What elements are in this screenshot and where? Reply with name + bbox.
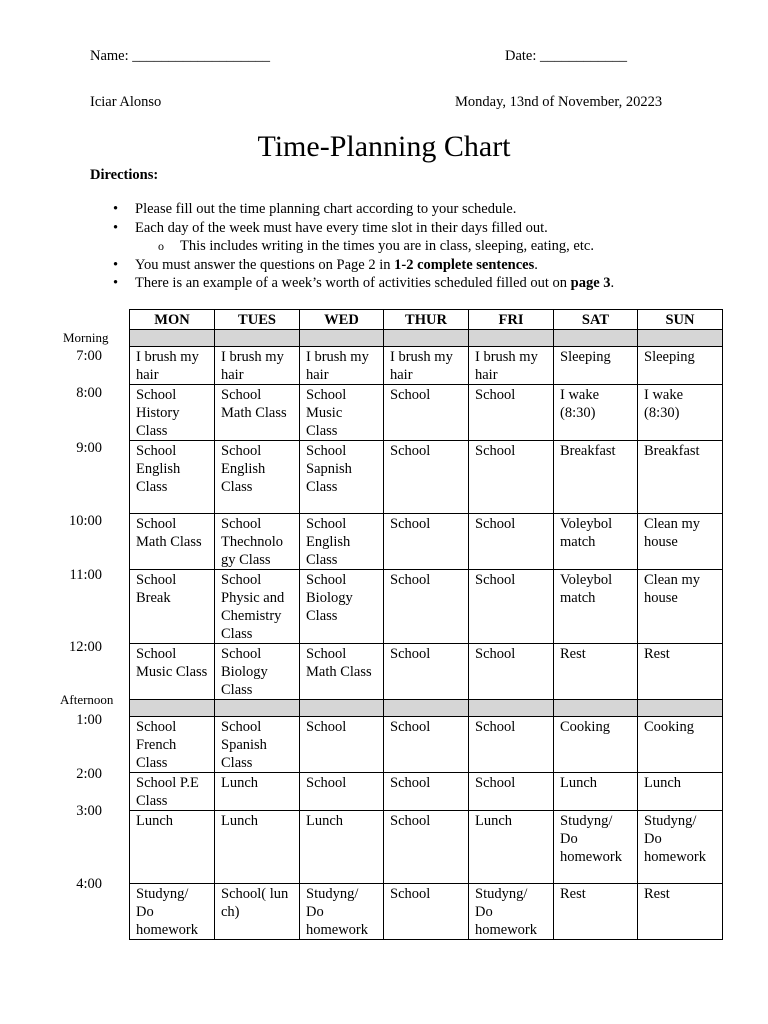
- activity-cell: School: [384, 717, 469, 773]
- activity-cell: School French Class: [130, 717, 215, 773]
- activity-cell: I wake (8:30): [554, 385, 638, 441]
- direction-item: • There is an example of a week’s worth of activities scheduled filled out on page 3.: [113, 275, 615, 291]
- section-divider-cell: [384, 700, 469, 717]
- activity-cell: I wake (8:30): [638, 385, 723, 441]
- section-divider-cell: [130, 330, 215, 347]
- table-row: [130, 347, 723, 385]
- date-label: Date: ____________: [505, 48, 628, 64]
- activity-cell: School: [384, 570, 469, 644]
- section-divider-cell: [130, 700, 215, 717]
- activity-cell: School: [384, 773, 469, 811]
- table-row: [130, 514, 723, 570]
- activity-cell: School: [469, 717, 554, 773]
- day-header-row: [130, 310, 723, 330]
- activity-cell: School: [384, 644, 469, 700]
- section-label-afternoon: Afternoon: [60, 692, 114, 707]
- day-header: WED: [300, 310, 384, 330]
- direction-item: • You must answer the questions on Page 2 in 1-2 complete sentences.: [113, 256, 538, 273]
- bullet-icon: •: [113, 201, 119, 217]
- activity-cell: Sleeping: [638, 347, 723, 385]
- activity-cell: Voleybol match: [554, 570, 638, 644]
- activity-cell: Studyng/ Do homework: [469, 884, 554, 940]
- activity-cell: Lunch: [300, 811, 384, 884]
- time-label: 11:00: [69, 567, 102, 583]
- activity-cell: Sleeping: [554, 347, 638, 385]
- time-label: 9:00: [76, 440, 102, 456]
- activity-cell: School Math Class: [300, 644, 384, 700]
- activity-cell: School Thechnolo gy Class: [215, 514, 300, 570]
- student-name: Iciar Alonso: [90, 94, 162, 110]
- table-row: [130, 644, 723, 700]
- activity-cell: School Music Class: [130, 644, 215, 700]
- time-planning-table: [129, 309, 723, 940]
- activity-cell: I brush my hair: [130, 347, 215, 385]
- section-divider-cell: [215, 700, 300, 717]
- activity-cell: Clean my house: [638, 570, 723, 644]
- section-divider-cell: [469, 330, 554, 347]
- activity-cell: Lunch: [554, 773, 638, 811]
- activity-cell: Clean my house: [638, 514, 723, 570]
- activity-cell: Rest: [554, 644, 638, 700]
- activity-cell: Lunch: [469, 811, 554, 884]
- activity-cell: School: [384, 385, 469, 441]
- time-label: 10:00: [68, 513, 102, 529]
- activity-cell: School Music Class: [300, 385, 384, 441]
- activity-cell: Cooking: [554, 717, 638, 773]
- activity-cell: School Physic and Chemistry Class: [215, 570, 300, 644]
- activity-cell: School Math Class: [215, 385, 300, 441]
- activity-cell: I brush my hair: [469, 347, 554, 385]
- activity-cell: Lunch: [215, 773, 300, 811]
- table-row: [130, 884, 723, 940]
- table-row: [130, 773, 723, 811]
- direction-item: • Please fill out the time planning chart according to your schedule.: [113, 201, 517, 217]
- activity-cell: Voleybol match: [554, 514, 638, 570]
- time-label: 1:00: [76, 712, 102, 728]
- activity-cell: School: [384, 514, 469, 570]
- activity-cell: Rest: [638, 644, 723, 700]
- bullet-icon: •: [113, 275, 119, 291]
- activity-cell: School English Class: [215, 441, 300, 514]
- time-label: 2:00: [76, 766, 102, 782]
- section-divider-cell: [300, 700, 384, 717]
- time-label: 7:00: [76, 348, 102, 364]
- activity-cell: School: [469, 773, 554, 811]
- directions-heading: Directions:: [90, 167, 159, 183]
- activity-cell: School Biology Class: [300, 570, 384, 644]
- time-label: 4:00: [76, 876, 102, 892]
- activity-cell: Lunch: [215, 811, 300, 884]
- morning-divider-row: [130, 330, 723, 347]
- day-header: SUN: [638, 310, 723, 330]
- section-divider-cell: [300, 330, 384, 347]
- activity-cell: School: [384, 884, 469, 940]
- section-divider-cell: [638, 700, 723, 717]
- activity-cell: Rest: [554, 884, 638, 940]
- activity-cell: Studyng/ Do homework: [554, 811, 638, 884]
- activity-cell: I brush my hair: [215, 347, 300, 385]
- direction-subitem: o This includes writing in the times you are in class, sleeping, eating, etc.: [158, 238, 594, 254]
- activity-cell: School Spanish Class: [215, 717, 300, 773]
- activity-cell: School History Class: [130, 385, 215, 441]
- section-divider-cell: [554, 700, 638, 717]
- activity-cell: Rest: [638, 884, 723, 940]
- activity-cell: Lunch: [130, 811, 215, 884]
- activity-cell: School English Class: [130, 441, 215, 514]
- table-row: [130, 570, 723, 644]
- activity-cell: I brush my hair: [300, 347, 384, 385]
- bullet-icon: •: [113, 219, 119, 236]
- day-header: MON: [130, 310, 215, 330]
- activity-cell: Studyng/ Do homework: [638, 811, 723, 884]
- circle-bullet-icon: o: [158, 239, 164, 253]
- activity-cell: Studyng/ Do homework: [300, 884, 384, 940]
- activity-cell: Lunch: [638, 773, 723, 811]
- time-label: 3:00: [76, 803, 102, 819]
- activity-cell: School: [469, 441, 554, 514]
- direction-item: • Each day of the week must have every time slot in their days filled out.: [113, 219, 548, 236]
- day-header: THUR: [384, 310, 469, 330]
- date-value: Monday, 13nd of November, 20223: [455, 94, 663, 110]
- activity-cell: School( lun ch): [215, 884, 300, 940]
- activity-cell: School Sapnish Class: [300, 441, 384, 514]
- table-row: [130, 385, 723, 441]
- activity-cell: Studyng/ Do homework: [130, 884, 215, 940]
- table-row: [130, 717, 723, 773]
- time-label: 8:00: [76, 385, 102, 401]
- activity-cell: I brush my hair: [384, 347, 469, 385]
- directions-list: [110, 200, 614, 293]
- table-row: [130, 811, 723, 884]
- time-label: 12:00: [68, 639, 102, 655]
- section-divider-cell: [638, 330, 723, 347]
- activity-cell: School: [300, 717, 384, 773]
- activity-cell: School: [469, 514, 554, 570]
- activity-cell: School: [469, 385, 554, 441]
- section-divider-cell: [215, 330, 300, 347]
- activity-cell: School English Class: [300, 514, 384, 570]
- activity-cell: Cooking: [638, 717, 723, 773]
- activity-cell: School: [384, 811, 469, 884]
- activity-cell: School Math Class: [130, 514, 215, 570]
- name-label: Name: ___________________: [90, 48, 271, 64]
- activity-cell: School: [384, 441, 469, 514]
- activity-cell: School Break: [130, 570, 215, 644]
- activity-cell: School: [300, 773, 384, 811]
- activity-cell: School: [469, 570, 554, 644]
- section-divider-cell: [384, 330, 469, 347]
- afternoon-divider-row: [130, 700, 723, 717]
- table-row: [130, 441, 723, 514]
- activity-cell: School: [469, 644, 554, 700]
- section-divider-cell: [554, 330, 638, 347]
- page-title: Time-Planning Chart: [257, 130, 511, 163]
- section-divider-cell: [469, 700, 554, 717]
- day-header: TUES: [215, 310, 300, 330]
- activity-cell: School Biology Class: [215, 644, 300, 700]
- activity-cell: School P.E Class: [130, 773, 215, 811]
- bullet-icon: •: [113, 256, 119, 273]
- activity-cell: Breakfast: [638, 441, 723, 514]
- activity-cell: Breakfast: [554, 441, 638, 514]
- section-label-morning: Morning: [63, 330, 109, 345]
- day-header: SAT: [554, 310, 638, 330]
- day-header: FRI: [469, 310, 554, 330]
